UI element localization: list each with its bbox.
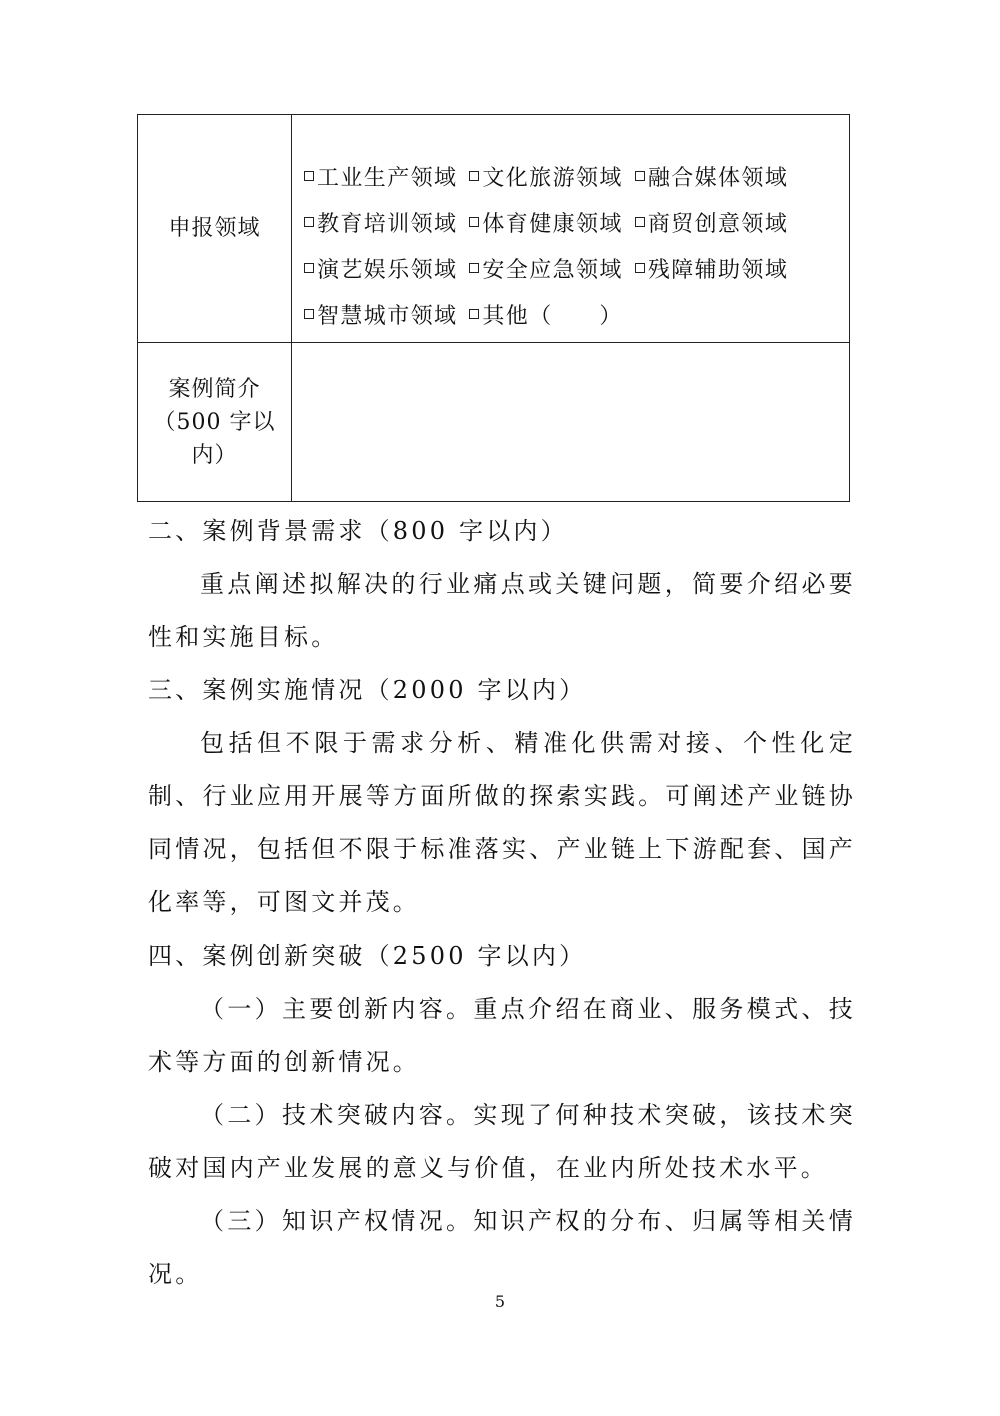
checkbox-icon[interactable] (304, 217, 314, 227)
section-heading: 三、案例实施情况（2000 字以内） (148, 676, 587, 704)
intro-row (138, 343, 849, 501)
section-background (148, 505, 856, 664)
intro-label-cell (138, 343, 292, 501)
domain-options (304, 153, 844, 337)
checkbox-icon[interactable] (304, 263, 314, 273)
domain-option[interactable]: 安全应急领域 (469, 253, 622, 284)
domain-option[interactable]: 智慧城市领域 (304, 299, 457, 330)
domain-option[interactable]: 体育健康领域 (469, 207, 622, 238)
domain-option[interactable]: 教育培训领域 (304, 207, 457, 238)
intro-label-line: 案例简介 (168, 376, 261, 402)
domain-options-line (304, 153, 844, 199)
domain-option[interactable]: 商贸创意领域 (635, 207, 788, 238)
domain-option-other[interactable]: 其他（ ） (469, 299, 622, 330)
section-innovation (148, 930, 856, 1301)
domain-row (138, 115, 849, 343)
section-implementation (148, 664, 856, 929)
page-number: 5 (494, 1292, 506, 1311)
section-paragraph: （一）主要创新内容。重点介绍在商业、服务模式、技术等方面的创新情况。 (148, 995, 856, 1076)
domain-label-cell (138, 115, 292, 342)
domain-options-line (304, 291, 844, 337)
domain-options-line (304, 199, 844, 245)
section-paragraph: 重点阐述拟解决的行业痛点或关键问题，简要介绍必要性和实施目标。 (148, 570, 856, 651)
section-heading: 二、案例背景需求（800 字以内） (148, 517, 568, 545)
checkbox-icon[interactable] (304, 171, 314, 181)
checkbox-icon[interactable] (635, 217, 645, 227)
checkbox-icon[interactable] (469, 171, 479, 181)
domain-option[interactable]: 残障辅助领域 (635, 253, 788, 284)
domain-options-cell (292, 115, 849, 342)
section-paragraph: 包括但不限于需求分析、精准化供需对接、个性化定制、行业应用开展等方面所做的探索实践。可阐述产业链协同情况，包括但不限于标准落实、产业链上下游配套、国产化率等，可图文并茂。 (148, 729, 856, 916)
section-heading: 四、案例创新突破（2500 字以内） (148, 942, 587, 970)
checkbox-icon[interactable] (469, 309, 479, 319)
domain-option[interactable]: 文化旅游领域 (469, 161, 622, 192)
section-paragraph: （二）技术突破内容。实现了何种技术突破，该技术突破对国内产业发展的意义与价值，在业内所处技术水平。 (148, 1101, 856, 1182)
application-form-table (137, 114, 850, 502)
intro-label-line: （500 字以 (153, 409, 276, 435)
domain-label: 申报领域 (168, 216, 261, 241)
intro-input-cell[interactable] (292, 343, 849, 501)
domain-option[interactable]: 工业生产领域 (304, 161, 457, 192)
domain-options-line (304, 245, 844, 291)
domain-option[interactable]: 演艺娱乐领域 (304, 253, 457, 284)
checkbox-icon[interactable] (469, 263, 479, 273)
checkbox-icon[interactable] (304, 309, 314, 319)
checkbox-icon[interactable] (469, 217, 479, 227)
checkbox-icon[interactable] (635, 263, 645, 273)
section-paragraph: （三）知识产权情况。知识产权的分布、归属等相关情况。 (148, 1207, 856, 1288)
intro-label-line: 内） (191, 442, 238, 468)
domain-option[interactable]: 融合媒体领域 (635, 161, 788, 192)
checkbox-icon[interactable] (635, 171, 645, 181)
